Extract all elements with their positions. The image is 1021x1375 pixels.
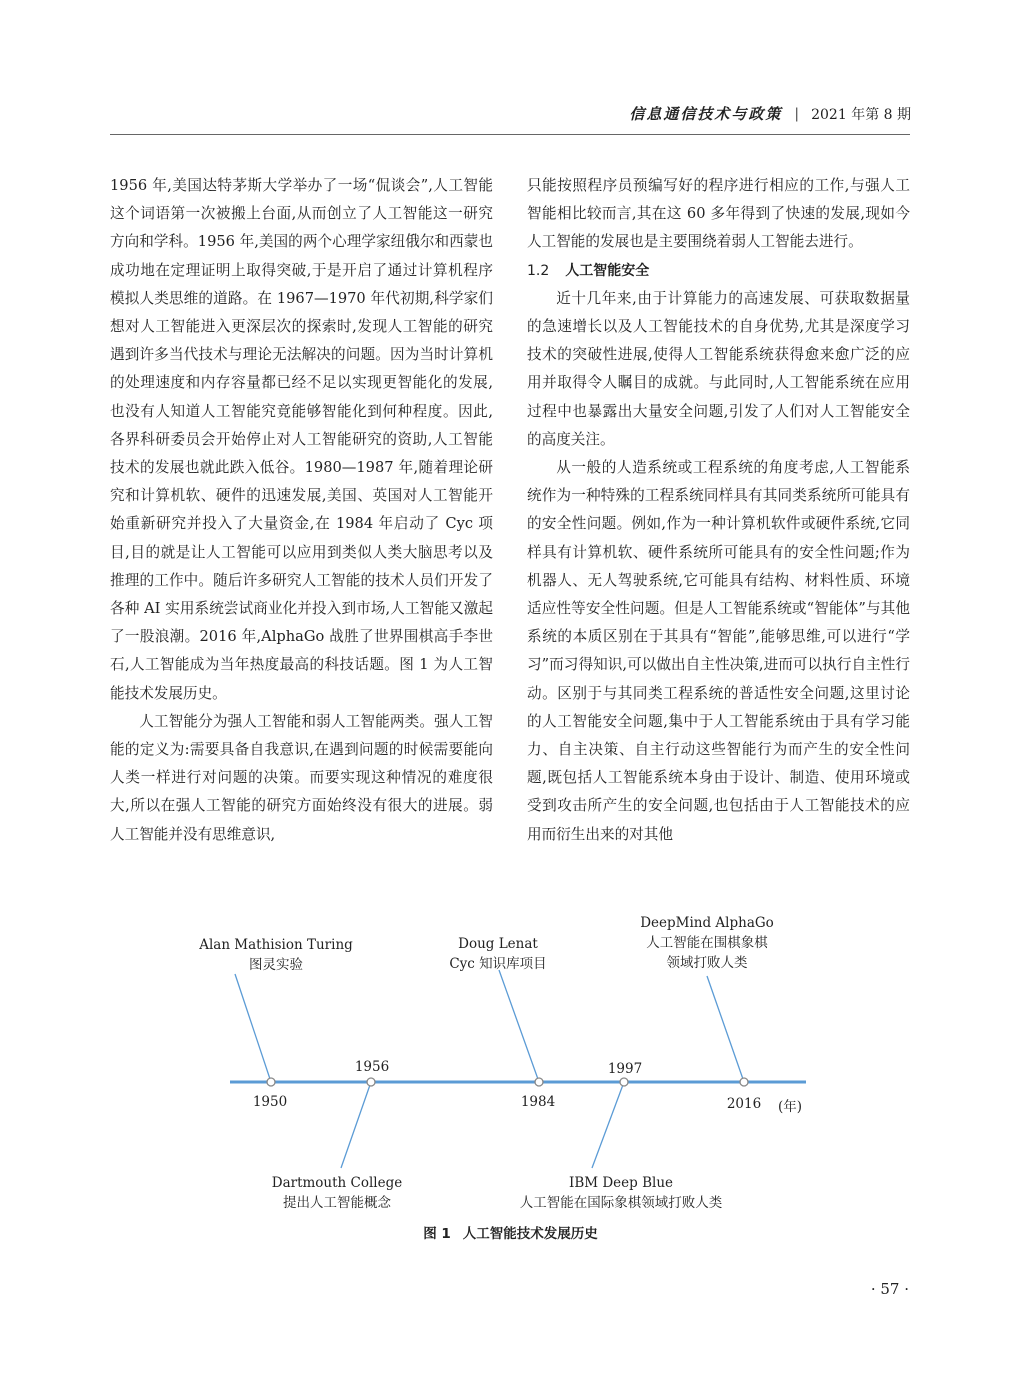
event-name: Dartmouth College [271, 1175, 403, 1191]
left-column [110, 172, 493, 849]
connector-2016 [707, 976, 744, 1082]
year-2016: 2016 [726, 1096, 762, 1112]
marker-1997 [620, 1078, 628, 1086]
page-number: · 57 · [870, 1280, 909, 1298]
event-desc-line-1: 人工智能在围棋象棋 [646, 935, 768, 951]
header-rule [110, 134, 910, 135]
event-name: DeepMind AlphaGo [640, 915, 774, 931]
event-alphago [640, 913, 774, 973]
right-paragraph-3: 从一般的人造系统或工程系统的角度考虑,人工智能系统作为一种特殊的工程系统同样具有其同类系统所可能具有的安全性问题。例如,作为一种计算机软件或硬件系统,它同样具有计算机软、硬件系统所可能具有的安全性问题;作为机器人、无人驾驶系统,它可能具有结构、材料性质、环境适应性等安全性问题。但是人工智能系统或“智能体”与其他系统的本质区别在于其具有“智能”,能够思维,可以进行“学习”而习得知识,可以做出自主性决策,进而可以执行自主性行动。区别于与其同类工程系统的普适性安全问题,这里讨论的人工智能安全问题,集中于人工智能系统由于具有学习能力、自主决策、自主行动这些智能行为而产生的安全性问题,既包括人工智能系统本身由于设计、制造、使用环境或受到攻击所产生的安全问题,也包括由于人工智能技术的应用而衍生出来的对其他 [527, 459, 910, 843]
connector-1956 [341, 1082, 371, 1168]
year-1984: 1984 [520, 1094, 556, 1110]
section-heading [527, 257, 910, 285]
event-desc: 图灵实验 [248, 957, 303, 973]
event-deep-blue [520, 1173, 723, 1213]
marker-2016 [740, 1078, 748, 1086]
year-1956: 1956 [354, 1059, 390, 1075]
caption-title: 人工智能技术发展历史 [462, 1226, 598, 1242]
right-column [527, 172, 910, 849]
caption-number: 图 1 [423, 1226, 451, 1242]
marker-1950 [267, 1078, 275, 1086]
connector-1950 [235, 974, 271, 1082]
journal-title: 信息通信技术与政策 [629, 105, 783, 123]
event-desc: 提出人工智能概念 [283, 1195, 391, 1211]
section-number: 1.2 [527, 262, 550, 279]
header-separator: | [794, 105, 800, 122]
event-name: Alan Mathision Turing [199, 937, 353, 953]
marker-1956 [367, 1078, 375, 1086]
event-name: IBM Deep Blue [568, 1175, 674, 1191]
marker-1984 [535, 1078, 543, 1086]
event-desc: 人工智能在国际象棋领域打败人类 [519, 1195, 723, 1211]
event-desc: Cyc 知识库项目 [449, 956, 547, 972]
year-1950: 1950 [252, 1094, 288, 1110]
connector-1997 [592, 1082, 624, 1168]
event-name: Doug Lenat [458, 936, 538, 952]
event-lenat [449, 934, 546, 974]
connector-1984 [499, 970, 539, 1082]
year-1997: 1997 [607, 1061, 643, 1077]
left-paragraph-1: 1956 年,美国达特茅斯大学举办了一场“侃谈会”,人工智能这个词语第一次被搬上台面,从而创立了人工智能这一研究方向和学科。1956 年,美国的两个心理学家纽俄尔和西蒙也成功地在定理证明上取得突破,于是开启了通过计算机程序模拟人类思维的道路。在 1967—1970 年代初期,科学家们想对人工智能进入更深层次的探索时,发现人工智能的研究遇到许多当代技术与理论无法解决的问题。因为当时计算机的处理速度和内存容量都已经不足以实现更智能化的发展,也没有人知道人工智能究竟能够智能化到何种程度。因此,各界科研委员会开始停止对人工智能研究的资助,人工智能技术的发展也就此跌入低谷。1980—1987 年,随着理论研究和计算机软、硬件的迅速发展,美国、英国对人工智能开始重新研究并投入了大量资金,在 1984 年启动了 Cyc 项目,目的就是让人工智能可以应用到类似人类大脑思考以及推理的工作中。随后许多研究人工智能的技术人员们开发了各种 AI 实用系统尝试商业化并投入到市场,人工智能又激起了一股浪潮。2016 年,AlphaGo 战胜了世界围棋高手李世石,人工智能成为当年热度最高的科技话题。图 1 为人工智能技术发展历史。 [110, 177, 493, 702]
event-turing [199, 935, 353, 975]
event-desc-line-2: 领域打败人类 [666, 955, 748, 971]
event-dartmouth [272, 1173, 403, 1213]
running-header [629, 103, 911, 124]
right-paragraph-2: 近十几年来,由于计算能力的高速发展、可获取数据量的急速增长以及人工智能技术的自身优势,尤其是深度学习技术的突破性进展,使得人工智能系统获得愈来愈广泛的应用并取得令人瞩目的成就。与此同时,人工智能系统在应用过程中也暴露出大量安全问题,引发了人们对人工智能安全的高度关注。 [527, 289, 910, 448]
figure-caption [0, 1222, 1021, 1242]
year-unit: (年) [777, 1099, 803, 1115]
section-title: 人工智能安全 [565, 262, 650, 279]
issue-label: 2021 年第 8 期 [811, 106, 911, 123]
right-paragraph-1: 只能按照程序员预编写好的程序进行相应的工作,与强人工智能相比较而言,其在这 60 多年得到了快速的发展,现如今人工智能的发展也是主要围绕着弱人工智能去进行。 [527, 177, 910, 251]
left-paragraph-2: 人工智能分为强人工智能和弱人工智能两类。强人工智能的定义为:需要具备自我意识,在遇到问题的时候需要能向人类一样进行对问题的决策。而要实现这种情况的难度很大,所以在强人工智能的研究方面始终没有很大的进展。弱人工智能并没有思维意识, [110, 712, 493, 843]
timeline-figure [0, 900, 1021, 1220]
